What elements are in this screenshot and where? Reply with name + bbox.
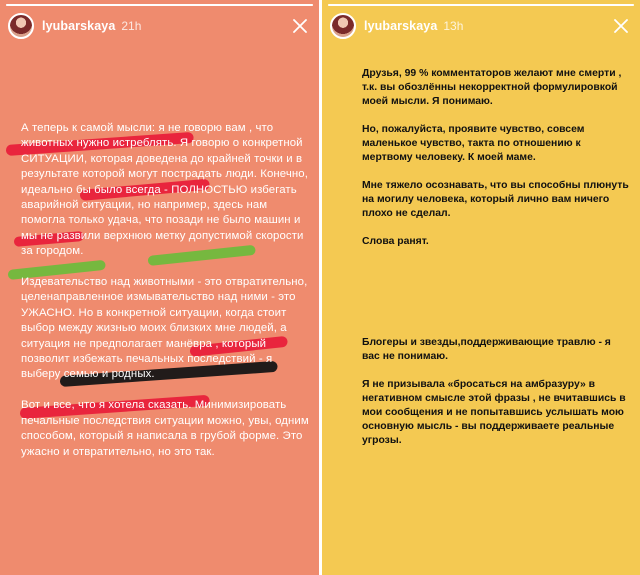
close-button[interactable] (610, 15, 632, 37)
story-text-bottom (362, 336, 630, 462)
story-header (330, 12, 632, 40)
story-paragraph: Друзья, 99 % комментаторов желают мне смерти , т.к. вы обозлённы некорректной формулировкой моей мысли. Я понимаю. (362, 68, 622, 107)
close-icon (293, 19, 307, 33)
story-text-top (362, 67, 630, 263)
story-progress-bar (6, 4, 313, 6)
post-time: 21h (121, 19, 142, 33)
username[interactable]: lyubarskaya (364, 19, 438, 33)
close-button[interactable] (289, 15, 311, 37)
story-paragraph: Вот и все, что я хотела сказать. Минимизировать печальные последствия ситуации можно, увы, одним способом, который я написала в грубой форме. Это ужасно и отвратительно, но это так. (21, 399, 309, 458)
profile-avatar[interactable] (8, 13, 34, 39)
story-left[interactable] (0, 0, 319, 575)
story-paragraph: Слова ранят. (362, 236, 429, 247)
story-header (8, 12, 311, 40)
story-paragraph: Я не призывала «бросаться на амбразуру» в негативном смысле этой фразы , не вчитавшись в мои сообщения и не попытавшись услышать мою основную мысль - вы поддерживаете реальные угрозы. (362, 379, 626, 446)
close-icon (614, 19, 628, 33)
post-time: 13h (443, 19, 464, 33)
username[interactable]: lyubarskaya (42, 19, 116, 33)
story-paragraph: Издевательство над животными - это отвратительно, целенаправленное измывательство над ними - это УЖАСНО. Но в конкретной ситуации, когда стоит выбор между жизнью моих близких мне людей, а ситуация не предполагает манёвра , который позволит избежать печальных последствий - я выберу семью и родных. (21, 276, 308, 381)
profile-avatar[interactable] (330, 13, 356, 39)
story-paragraph: Но, пожалуйста, проявите чувство, совсем маленькое чувство, такта по отношению к мертвому человеку. К моей маме. (362, 124, 585, 163)
story-paragraph: Блогеры и звезды,поддерживающие травлю - я вас не понимаю. (362, 337, 611, 362)
story-progress-bar (328, 4, 634, 6)
story-paragraph: Мне тяжело осознавать, что вы способны плюнуть на могилу человека, который лично вам ничего плохо не сделал. (362, 180, 629, 219)
story-paragraph: А теперь к самой мысли: я не говорю вам , что животных нужно истреблять. Я говорю о конкретной СИТУАЦИИ, которая доведена до крайней точки и в результате которой могут пострадать люди. Конечно, идеально бы было всегда - ПОЛНОСТЬЮ избегать аварийной ситуации, но например, здесь нам помогла только удача, что позади не было машин и мы не развили верхнюю метку допустимой скорости за городом. (21, 122, 308, 258)
story-text (21, 121, 311, 475)
